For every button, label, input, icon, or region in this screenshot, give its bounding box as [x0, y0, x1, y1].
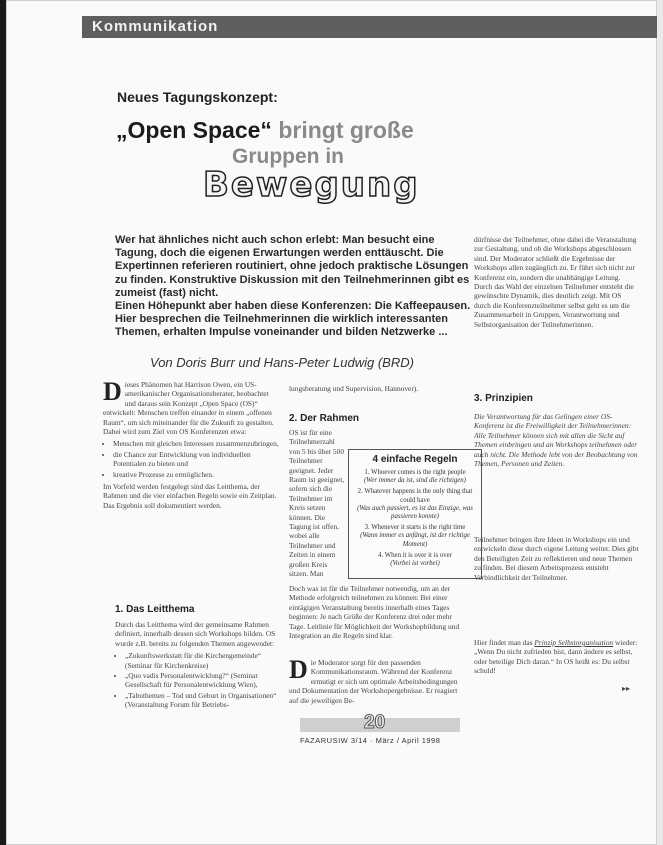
heading-prinzipien: 3. Prinzipien [474, 393, 533, 404]
rule-item [355, 488, 475, 521]
title-bringt-grosse: bringt große [271, 117, 414, 143]
rahmen-text [289, 428, 345, 578]
rule-en: 1. Whoever comes is the right people [364, 469, 466, 476]
rule-en: 4. When it is over it is over [378, 551, 452, 559]
rule-en: 2. Whatever happens is the only thing that could have [357, 488, 473, 504]
column-middle-tail [289, 384, 465, 396]
end-pre: Hier findet man das [474, 638, 535, 647]
page-number: 20 [364, 712, 386, 733]
leitthema-text [115, 620, 283, 713]
heading-leitthema: 1. Das Leitthema [115, 604, 195, 615]
prinzip-selbstorganisation: Prinzip Selbstorganisation [534, 638, 614, 647]
dropcap: D [289, 655, 308, 684]
end-post: wieder: „Wenn Du nicht zufrieden bist, dann ändere es selbst, oder beteilige Dich daran.“ In OS heißt es: Du selbst schuld! [474, 638, 638, 676]
goals-list [103, 439, 281, 479]
rule-item [355, 524, 475, 549]
list-item: • „Tabuthemen – Tod und Geburt in Organisationen“ (Veranstaltung Forum für Betriebs- [125, 691, 283, 710]
continue-arrow-icon: ▸▸ [622, 684, 631, 693]
footer-issue: FAZARUSIW 3/14 · März / April 1998 [300, 736, 441, 745]
title-open-space: „Open Space“ [116, 117, 272, 143]
byline: Von Doris Burr und Hans-Peter Ludwig (BRD) [150, 355, 414, 370]
column-right-top [474, 235, 640, 383]
prinzipien-body [474, 412, 640, 624]
article-title-line2: Gruppen in [232, 145, 344, 168]
list-item: • kreative Prozesse zu ermöglichen. [113, 470, 281, 479]
rahmen-top: OS ist für eine Teilnehmerzahl von 5 bis über 500 Teilnehmer geeignet. Jeder Raum ist geeignet, sofern sich die Teilnehmer im Kreis setzen können. Die Tagung ist offen, wobei alle Teilnehmer und Zeiten in einem großen Kreis sitzen. Man [289, 428, 345, 578]
heading-rahmen: 2. Der Rahmen [289, 413, 360, 424]
lead-paragraph [115, 234, 473, 340]
intro-text: ieses Phänomen hat Harrison Owen, ein US-amerikanischer Organisationsberater, beobachtet und daraus sein Konzept „Open Space (OS)“ entwickelt: Menschen treffen einander in einem „offenen Raum“, um sich miteinander für die Zukunft zu gestalten. Dabei wird zum Ziel von OS Konferenzen etwa: [103, 380, 274, 437]
rules-title: 4 einfache Regeln [372, 454, 458, 465]
moderator-paragraph: ie Moderator sorgt für den passenden Kommunikationsraum. Während der Konferenz ermutigt er sich um optimale Arbeitsbedingungen und Dokumentation der Workshopergebnisse. Er reagiert auf die jeweiligen Be- [289, 658, 458, 705]
rules-box [348, 449, 482, 579]
col-c-top-text: dürfnisse der Teilnehmer, ohne dabei die Veranstaltung zur Gestaltung, und ob die Workshops abgeschlossen sind. Der Moderator schließt die Ergebnisse der Workshops allen zugänglich zu. Er führt sich nicht zur Konferenz ein, sondern die unabhängige Leitung. Durch das Wahl der einzelnen Teilnehmer entsteht die gewünschte Dynamik, dies deutlich zeigt. Mit OS durch die Konferenzteilnehmer selbst geht es um die Zusammenarbeit in Gruppen, Verantwortung und Selbstorganisation der Teilnehmerinnen. [474, 235, 637, 329]
dropcap: D [103, 377, 122, 406]
kicker: Neues Tagungskonzept: [117, 89, 278, 105]
rule-de: (Vorbei ist vorbei) [390, 560, 440, 568]
article-title-line1 [116, 117, 414, 144]
themes-list [115, 651, 283, 709]
article-title-line3: Bewegung [203, 165, 420, 205]
intro-outro: Im Vorfeld werden festgelegt sind das Leitthema, der Rahmen und die vier einfachen Regeln sowie ein Zeitplan. Das Ergebnis soll dokumentiert werden. [103, 482, 277, 510]
lead-part-1: Wer hat ähnliches nicht auch schon erlebt: Man besucht eine Tagung, doch die eigenen Erwartungen werden enttäuscht. Die Expertinnen referieren routiniert, ohne jedoch praktische Lösungen zu finden. Konstruktive Diskussion mit den Teilnehmerinnen gibt es zumeist (fast) nicht. [115, 234, 470, 299]
list-item: • die Chance zur Entwicklung von individuellen Potentialen zu bieten und [113, 450, 281, 469]
leitthema-continued: lungsberatung und Supervision, Hannover). [289, 384, 419, 393]
rule-de: (Wer immer da ist, sind die richtigen) [364, 477, 466, 485]
rule-de: (Wann immer es anfängt, ist der richtige Moment) [360, 532, 470, 548]
rule-item [355, 469, 475, 485]
moderator-text [289, 655, 465, 708]
list-item: • „Zukunftswerkstatt für die Kirchengemeinde“ (Seminar für Kirchenkreise) [125, 651, 283, 670]
selbstorganisation-paragraph [474, 638, 640, 676]
lead-part-2: Einen Höhepunkt aber haben diese Konferenzen: Die Kaffeepausen. Hier besprechen die Teilnehmerinnen die wirklich interessanten Themen, erhalten Impulse voneinander und bilden Netzwerke ... [115, 300, 471, 339]
rahmen-continued [289, 584, 465, 640]
section-label: Kommunikation [92, 18, 219, 35]
rule-de: (Was auch passiert, es ist das Einzige, was passieren konnte) [357, 504, 473, 521]
column-left [103, 377, 281, 513]
list-item: • „Quo vadis Personalentwicklung?“ (Seminar Gesellschaft für Personalentwicklung Wien), [125, 671, 283, 690]
rahmen-continue-text: Doch was ist für die Teilnehmer notwendig, um an der Methode erfolgreich teilnehmen zu können: Bei einer eintägigen Veranstaltung bereits innerhalb eines Tages beginnen: Je nach Größe der Konferenz drei oder mehr Tage. Leitlinie für Möglichkeit der Workshopbildung und Integration an die Regeln sind klar. [289, 584, 460, 641]
list-item: • Menschen mit gleichen Interessen zusammenzubringen, [113, 439, 281, 448]
rule-en: 3. Whenever it starts is the right time [364, 524, 466, 532]
leitthema-intro: Durch das Leitthema wird der gemeinsame Rahmen definiert, innerhalb dessen sich Workshops bilden. OS wurde z.B. bereits zu folgenden Themen angewendet: [115, 620, 276, 648]
prinzipien-para-b: Teilnehmer bringen ihre Ideen in Workshops ein und entwickeln diese durch eigene Leitung weiter. Dies gibt den Beteiligten Zeit zu reflektieren und neue Themen zu finden. Bei diesem Arbeitsprozess entsteht Verbindlichkeit der Teilnehmer. [474, 535, 639, 582]
prinzipien-para-a: Die Verantwortung für das Gelingen einer OS-Konferenz ist die Freiwilligkeit der Teilnehmerinnen: Alle Teilnehmer können sich mit allen die Sicht auf Themen einbringen und an Workshops teilnehmen oder auch nicht. Die Methode lebt von der Beobachtung von Themen, Personen und Zeiten. [474, 412, 638, 469]
rule-item [355, 552, 475, 568]
